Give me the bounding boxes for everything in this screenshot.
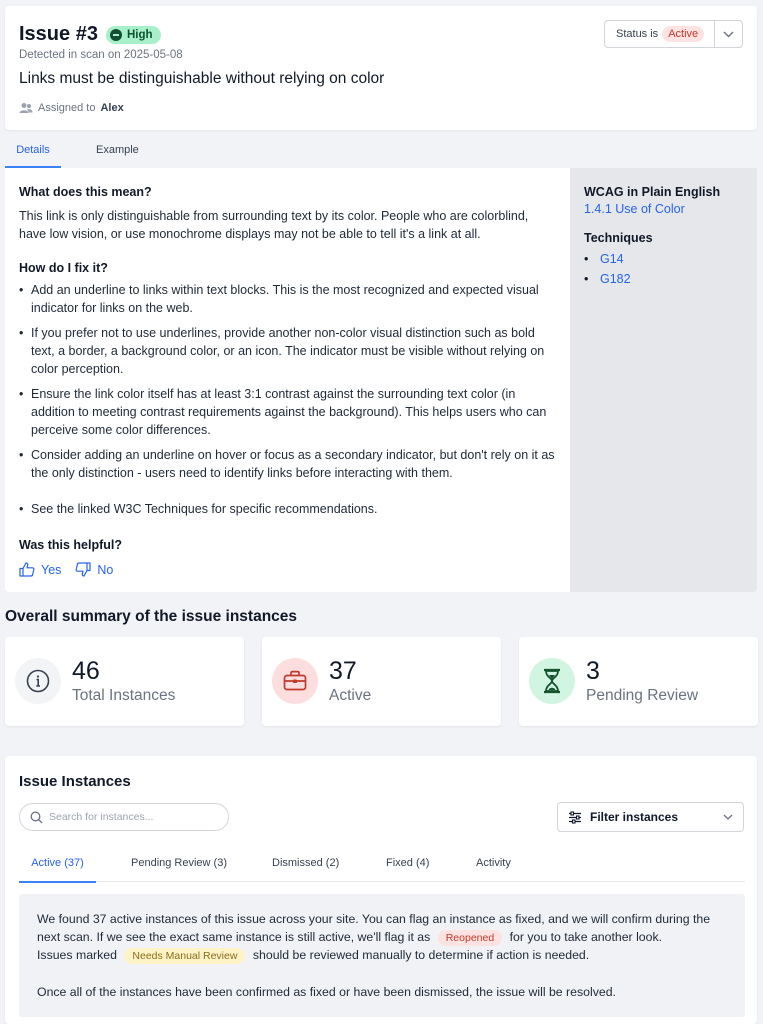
- chevron-down-icon: [723, 31, 734, 38]
- sliders-icon: [568, 811, 582, 824]
- filter-dropdown[interactable]: [557, 802, 744, 832]
- stat-card-total: [5, 637, 244, 726]
- severity-label: High: [126, 28, 153, 41]
- stat-value: 46: [72, 657, 100, 685]
- status-prefix: Status is: [616, 28, 659, 40]
- briefcase-icon: [272, 658, 318, 704]
- helpful-heading: Was this helpful?: [19, 538, 123, 552]
- fix-list: [19, 281, 556, 518]
- users-icon: [19, 102, 33, 114]
- wcag-heading: WCAG in Plain English: [584, 185, 721, 199]
- reopened-badge: Reopened: [438, 930, 502, 946]
- chevron-down-icon: [723, 814, 733, 820]
- status-pill: Active: [662, 26, 704, 42]
- status-toggle[interactable]: [714, 21, 742, 47]
- assignee-info: [19, 102, 124, 114]
- tab-example[interactable]: Example: [96, 143, 139, 156]
- instances-heading: Issue Instances: [19, 773, 131, 790]
- issue-title-row: [19, 23, 161, 46]
- info-text: We found 37 active instances of this issue across your site. You can flag an instance as fixed, and we will confirm during the next scan. If we see the exact same instance is still active, we'll flag it as: [37, 912, 711, 944]
- feedback-section: [19, 538, 122, 577]
- list-item: • Ensure the link color itself has at least 3:1 contrast against the surrounding text color (in addition to meeting contrast requirements against the background). This helps users who can perceive some color differences.: [19, 385, 556, 439]
- feedback-buttons: [19, 562, 122, 577]
- severity-badge: [106, 26, 161, 44]
- assigned-prefix: Assigned to: [38, 102, 96, 114]
- tab-dismissed[interactable]: Dismissed (2): [272, 857, 340, 869]
- meaning-text: This link is only distinguishable from surrounding text by its color. People who are colorblind, have low vision, or use monochrome displays may not be able to tell it's a link at all.: [19, 209, 529, 241]
- hourglass-icon: [529, 658, 575, 704]
- stat-label: Pending Review: [586, 687, 699, 704]
- instance-search[interactable]: [19, 803, 229, 831]
- assignee-name: Alex: [100, 102, 124, 114]
- detected-date: Detected in scan on 2025-05-08: [19, 49, 183, 61]
- details-sidebar: [570, 168, 757, 592]
- thumbs-down-icon: [75, 562, 91, 577]
- fix-heading: How do I fix it?: [19, 261, 108, 275]
- issue-title: Issue #3: [19, 23, 98, 45]
- yes-label: Yes: [41, 562, 62, 577]
- detail-tabs: [5, 131, 757, 168]
- stat-label: Active: [329, 687, 372, 704]
- technique-link-g182[interactable]: • G182: [584, 269, 743, 289]
- wcag-link[interactable]: 1.4.1 Use of Color: [584, 202, 685, 216]
- stat-value: 37: [329, 657, 357, 685]
- no-label: No: [97, 562, 114, 577]
- needs-review-badge: Needs Manual Review: [124, 948, 245, 964]
- tab-active[interactable]: Active (37): [19, 844, 96, 882]
- stat-card-pending: [519, 637, 758, 726]
- search-icon: [30, 811, 43, 824]
- list-item: • Consider adding an underline on hover or focus as a secondary indicator, but don't rely on it as the only distinction - users need to identify links before interacting with them.: [19, 446, 556, 482]
- search-input[interactable]: [49, 811, 209, 823]
- status-display[interactable]: [605, 21, 714, 47]
- list-item: • If you prefer not to use underlines, provide another non-color visual distinction such as bold text, a border, a background color, or an icon. The indicator must be visible without relying on color perception.: [19, 324, 556, 378]
- status-dropdown[interactable]: [604, 20, 743, 48]
- yes-button[interactable]: [19, 562, 61, 577]
- instance-tabs: [19, 844, 745, 882]
- no-button[interactable]: [75, 562, 113, 577]
- stat-card-active: [262, 637, 501, 726]
- details-main: [5, 168, 570, 592]
- stat-label: Total Instances: [72, 687, 176, 704]
- summary-title: Overall summary of the issue instances: [5, 608, 298, 625]
- minus-circle-icon: [110, 29, 122, 41]
- list-item: • See the linked W3C Techniques for specific recommendations.: [19, 500, 556, 518]
- info-text: should be reviewed manually to determine if action is needed.: [252, 948, 590, 962]
- meaning-heading: What does this mean?: [19, 185, 152, 199]
- info-text: for you to take another look.: [509, 929, 663, 944]
- list-item: • Add an underline to links within text blocks. This is the most recognized and expected visual indicator for links on the web.: [19, 281, 556, 317]
- tab-details[interactable]: Details: [5, 131, 61, 168]
- info-text: Issues marked: [37, 948, 117, 962]
- issue-description: Links must be distinguishable without relying on color: [19, 70, 385, 87]
- info-paragraph: [37, 911, 727, 966]
- issue-header: [5, 6, 757, 130]
- tab-fixed[interactable]: Fixed (4): [386, 857, 430, 869]
- tab-pending-review[interactable]: Pending Review (3): [131, 857, 227, 869]
- filter-label: Filter instances: [590, 810, 679, 824]
- issue-instances-card: [5, 756, 757, 1024]
- techniques-heading: Techniques: [584, 231, 653, 245]
- instances-info-box: [19, 894, 745, 1017]
- techniques-list: [584, 249, 743, 289]
- details-panel: [5, 168, 757, 592]
- info-icon: [15, 658, 61, 704]
- info-resolution-text: Once all of the instances have been confirmed as fixed or have been dismissed, the issue will be resolved.: [37, 984, 616, 999]
- technique-link-g14[interactable]: • G14: [584, 249, 743, 269]
- thumbs-up-icon: [19, 562, 35, 577]
- stat-value: 3: [586, 657, 600, 685]
- tab-activity[interactable]: Activity: [476, 857, 511, 869]
